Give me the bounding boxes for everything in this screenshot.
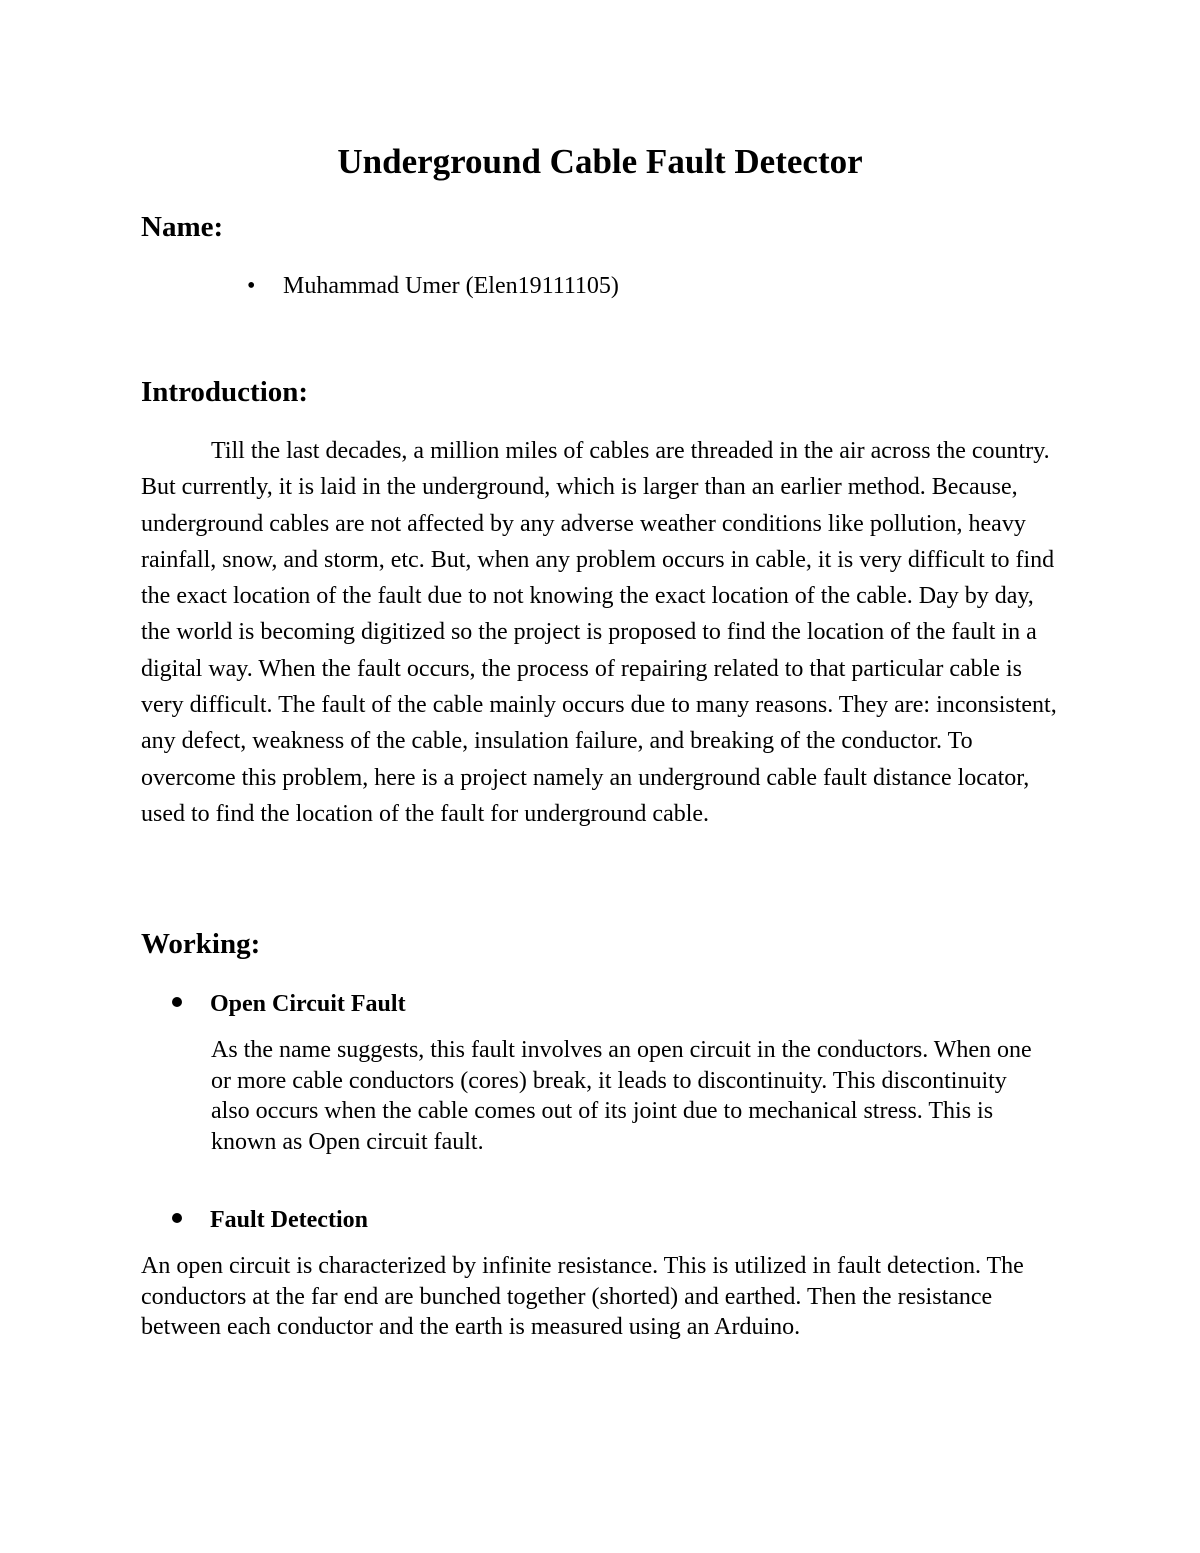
- open-circuit-fault-item: [172, 988, 406, 1020]
- bullet-icon: •: [247, 273, 256, 299]
- name-entry: Muhammad Umer (Elen19111105): [283, 273, 619, 299]
- bullet-dot-icon: [172, 1213, 182, 1223]
- document-title: Underground Cable Fault Detector: [337, 142, 863, 181]
- fault-detection-item: [172, 1204, 368, 1236]
- open-circuit-fault-heading: Open Circuit Fault: [210, 991, 406, 1017]
- bullet-dot-icon: [172, 997, 182, 1007]
- working-heading: Working:: [141, 928, 261, 960]
- introduction-paragraph: Till the last decades, a million miles of cables are threaded in the air across the country. But currently, it is laid in the underground, which is larger than an earlier method. Because, underground cables are not affected by any adverse weather conditions like pollution, heavy rainfall, snow, and storm, etc. But, when any problem occurs in cable, it is very difficult to find the exact location of the fault due to not knowing the exact location of the cable. Day by day, the world is becoming digitized so the project is proposed to find the location of the fault in a digital way. When the fault occurs, the process of repairing related to that particular cable is very difficult. The fault of the cable mainly occurs due to many reasons. They are: inconsistent, any defect, weakness of the cable, insulation failure, and breaking of the conductor. To overcome this problem, here is a project namely an underground cable fault distance locator, used to find the location of the fault for underground cable.: [141, 438, 1057, 827]
- introduction-heading: Introduction:: [141, 376, 309, 408]
- open-circuit-fault-paragraph: As the name suggests, this fault involves an open circuit in the conductors. When one or more cable conductors (cores) break, it leads to discontinuity. This discontinuity also occurs when the cable comes out of its joint due to mechanical stress. This is known as Open circuit fault.: [211, 1037, 1032, 1155]
- name-list-item: [247, 270, 619, 302]
- fault-detection-heading: Fault Detection: [210, 1207, 368, 1233]
- fault-detection-paragraph: An open circuit is characterized by infinite resistance. This is utilized in fault detection. The conductors at the far end are bunched together (shorted) and earthed. Then the resistance between each conductor and the earth is measured using an Arduino.: [141, 1253, 1024, 1340]
- name-heading: Name:: [141, 211, 224, 243]
